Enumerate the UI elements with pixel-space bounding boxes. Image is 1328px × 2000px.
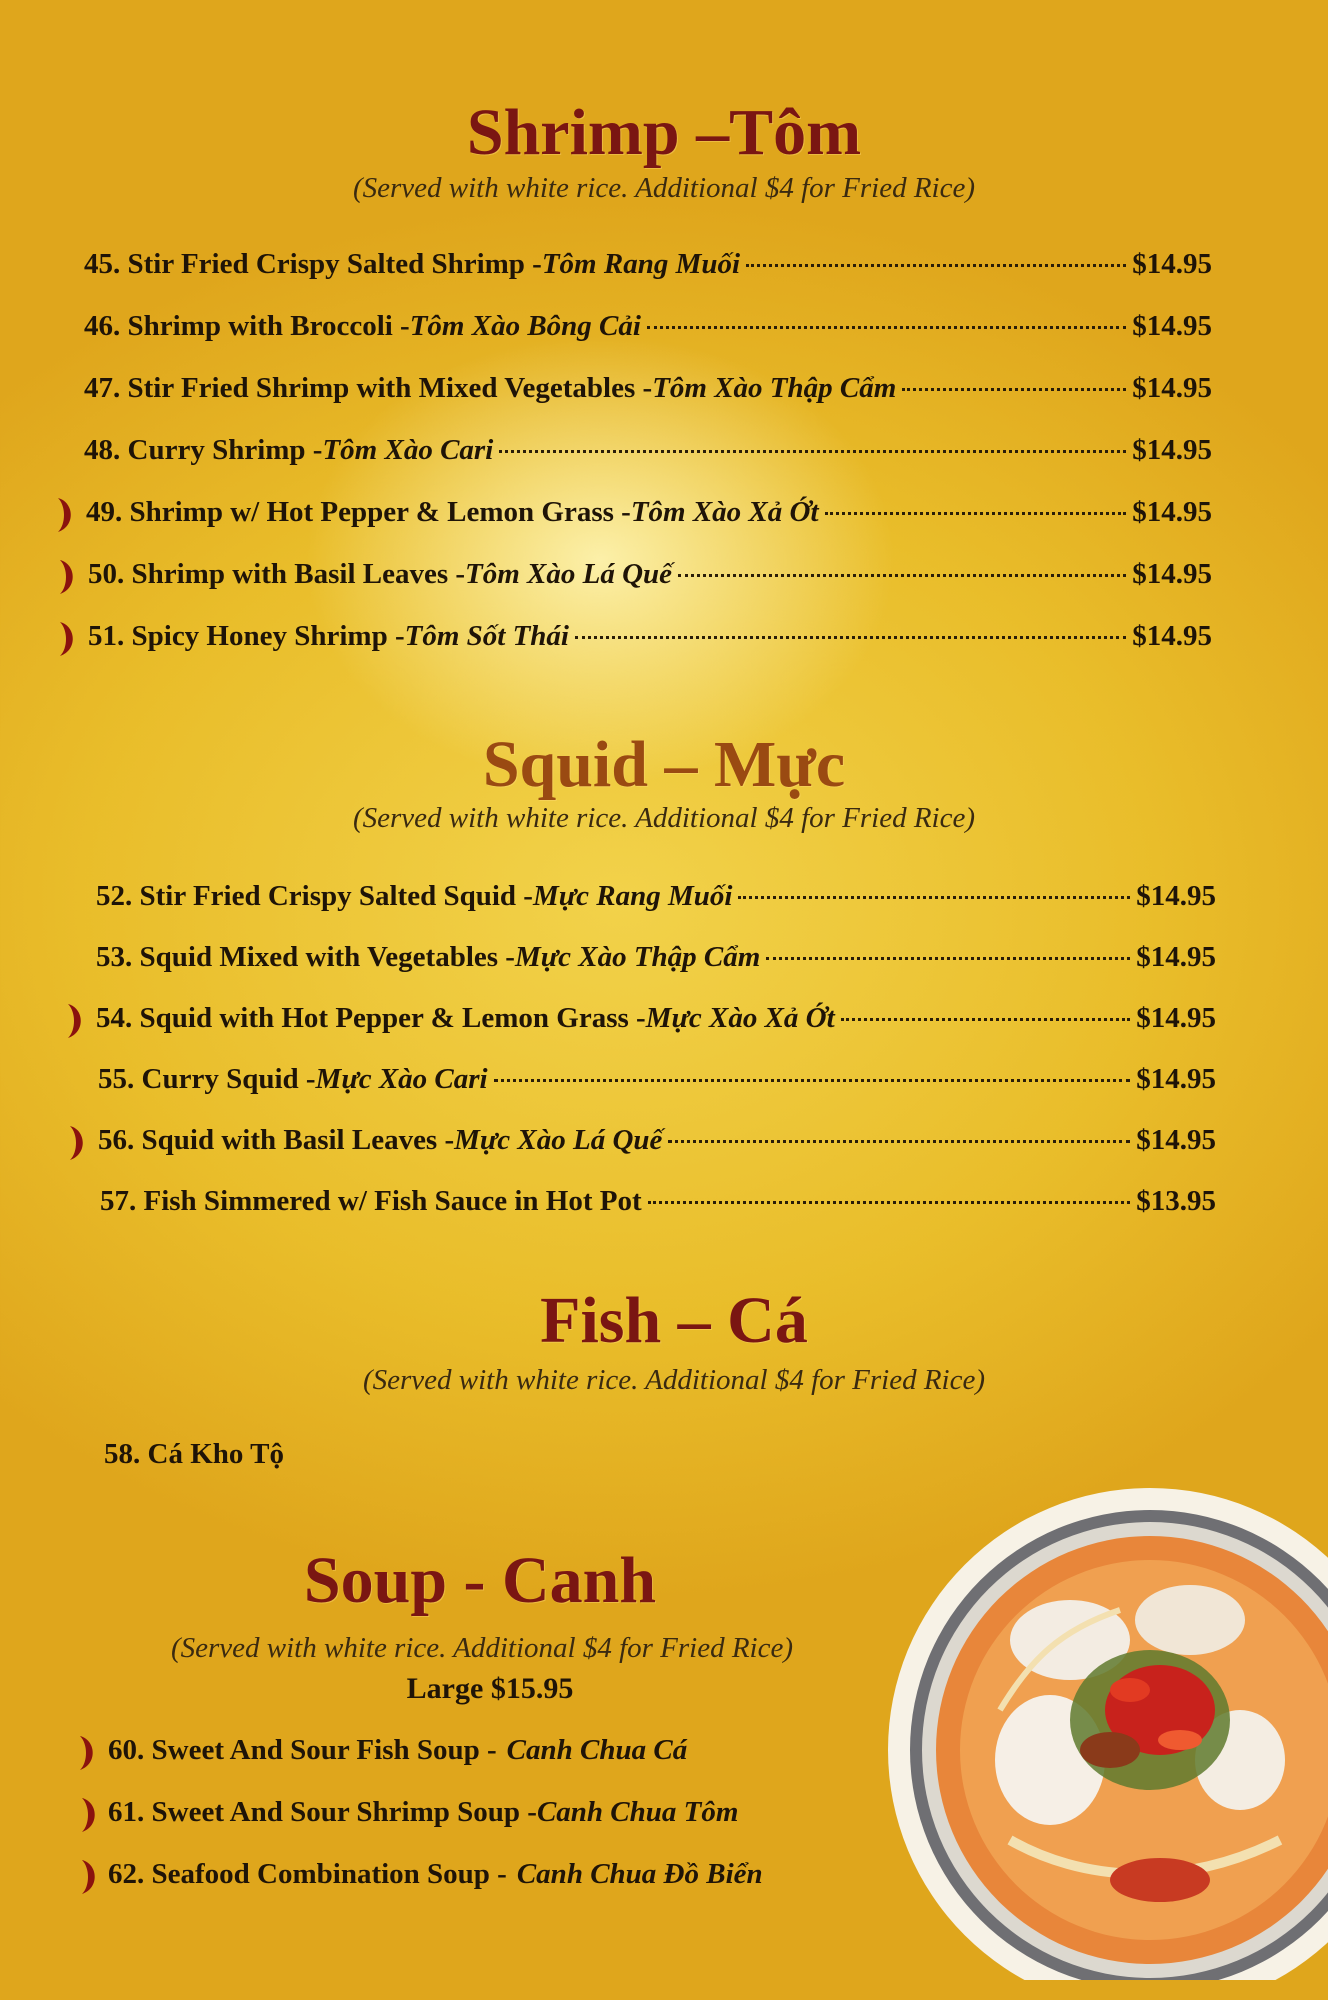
item-vietnamese-name: Tôm Xào Cari xyxy=(322,434,494,466)
item-price: $14.95 xyxy=(1132,496,1212,528)
item-vietnamese-name: Tôm Xào Lá Quế xyxy=(465,558,673,590)
item-price: $14.95 xyxy=(1136,1002,1216,1034)
item-price: $14.95 xyxy=(1132,372,1212,404)
soup-item-61 xyxy=(108,1796,738,1829)
item-name: 49. Shrimp w/ Hot Pepper & Lemon Grass - xyxy=(86,496,631,528)
chili-pepper-icon xyxy=(76,1858,102,1896)
item-name: 55. Curry Squid - xyxy=(98,1063,316,1095)
chili-pepper-icon xyxy=(54,558,80,596)
soup-section-title: Soup - Canh xyxy=(303,1544,657,1617)
dot-leader xyxy=(499,450,1126,453)
dot-leader xyxy=(647,326,1126,329)
menu-item-48 xyxy=(84,434,1212,467)
soup-size-price: Large $15.95 xyxy=(406,1672,574,1705)
fish-section-title: Fish – Cá xyxy=(540,1284,808,1357)
dot-leader xyxy=(902,388,1126,391)
item-price: $14.95 xyxy=(1136,880,1216,912)
item-vietnamese-name: Mực Xào Thập Cẩm xyxy=(514,941,761,973)
menu-item-46 xyxy=(84,310,1212,343)
item-name: 56. Squid with Basil Leaves - xyxy=(98,1124,455,1156)
item-vietnamese-name: Tôm Xào Thập Cẩm xyxy=(652,372,897,404)
dot-leader xyxy=(841,1018,1131,1021)
dot-leader xyxy=(575,636,1126,639)
menu-item-58: 58. Cá Kho Tộ xyxy=(104,1438,284,1470)
menu-item-47 xyxy=(84,372,1212,405)
menu-item-56 xyxy=(98,1124,1216,1157)
soup-item-62 xyxy=(108,1858,763,1891)
chili-pepper-icon xyxy=(54,620,80,658)
item-price: $14.95 xyxy=(1132,248,1212,280)
item-name: 53. Squid Mixed with Vegetables - xyxy=(96,941,515,973)
item-price: $14.95 xyxy=(1132,558,1212,590)
menu-item-45 xyxy=(84,248,1212,281)
item-vietnamese-name: Mực Xào Xả Ớt xyxy=(645,1002,835,1034)
item-name: 50. Shrimp with Basil Leaves - xyxy=(88,558,466,590)
menu-item-57 xyxy=(100,1185,1216,1218)
item-price: $14.95 xyxy=(1136,941,1216,973)
item-vietnamese-name: Tôm Rang Muối xyxy=(541,248,741,280)
item-vietnamese-name: Tôm Xào Bông Cải xyxy=(409,310,641,342)
item-name: 48. Curry Shrimp - xyxy=(84,434,323,466)
item-price: $14.95 xyxy=(1132,310,1212,342)
item-price: $14.95 xyxy=(1132,434,1212,466)
squid-section-title: Squid – Mực xyxy=(482,728,846,801)
dot-leader xyxy=(746,264,1126,267)
dot-leader xyxy=(678,574,1126,577)
menu-item-50 xyxy=(88,558,1212,591)
item-name: 46. Shrimp with Broccoli - xyxy=(84,310,410,342)
item-vietnamese-name: Canh Chua Đồ Biển xyxy=(516,1858,763,1890)
item-name: 61. Sweet And Sour Shrimp Soup - xyxy=(108,1796,537,1828)
chili-pepper-icon xyxy=(74,1734,100,1772)
item-price: $14.95 xyxy=(1136,1063,1216,1095)
menu-item-51 xyxy=(88,620,1212,653)
fish-section-subtitle: (Served with white rice. Additional $4 for Fried Rice) xyxy=(362,1364,986,1396)
item-name: 57. Fish Simmered w/ Fish Sauce in Hot Pot xyxy=(100,1185,642,1217)
item-vietnamese-name: Mực Xào Cari xyxy=(315,1063,488,1095)
dot-leader xyxy=(648,1201,1131,1204)
menu-item-54 xyxy=(96,1002,1216,1035)
dot-leader xyxy=(668,1140,1130,1143)
shrimp-section-title: Shrimp –Tôm xyxy=(466,96,862,169)
menu-item-53 xyxy=(96,941,1216,974)
chili-pepper-icon xyxy=(52,496,78,534)
chili-pepper-icon xyxy=(64,1124,90,1162)
squid-section-subtitle: (Served with white rice. Additional $4 for Fried Rice) xyxy=(352,802,976,834)
item-vietnamese-name: Tôm Sốt Thái xyxy=(404,620,569,652)
item-name: 45. Stir Fried Crispy Salted Shrimp - xyxy=(84,248,542,280)
item-vietnamese-name: Canh Chua Tôm xyxy=(536,1796,739,1828)
soup-section-subtitle: (Served with white rice. Additional $4 for Fried Rice) xyxy=(170,1632,794,1664)
item-name: 47. Stir Fried Shrimp with Mixed Vegetables - xyxy=(84,372,653,404)
menu-item-55 xyxy=(98,1063,1216,1096)
item-price: $14.95 xyxy=(1136,1124,1216,1156)
item-price: $13.95 xyxy=(1136,1185,1216,1217)
menu-item-52 xyxy=(96,880,1216,913)
chili-pepper-icon xyxy=(62,1002,88,1040)
item-price: $14.95 xyxy=(1132,620,1212,652)
dot-leader xyxy=(494,1079,1131,1082)
item-vietnamese-name: Mực Xào Lá Quế xyxy=(454,1124,663,1156)
chili-pepper-icon xyxy=(76,1796,102,1834)
item-vietnamese-name: Mực Rang Muối xyxy=(532,880,733,912)
menu-item-49 xyxy=(86,496,1212,529)
item-name: 62. Seafood Combination Soup - xyxy=(108,1858,507,1890)
item-vietnamese-name: Canh Chua Cá xyxy=(506,1734,688,1766)
item-name: 52. Stir Fried Crispy Salted Squid - xyxy=(96,880,533,912)
soup-item-60 xyxy=(108,1734,687,1767)
dot-leader xyxy=(738,896,1130,899)
shrimp-section-subtitle: (Served with white rice. Additional $4 for Fried Rice) xyxy=(352,172,976,204)
soup-bowl-image xyxy=(860,1460,1328,1980)
item-name: 60. Sweet And Sour Fish Soup - xyxy=(108,1734,497,1766)
dot-leader xyxy=(825,512,1127,515)
item-name: 51. Spicy Honey Shrimp - xyxy=(88,620,405,652)
dot-leader xyxy=(766,957,1130,960)
item-name: 54. Squid with Hot Pepper & Lemon Grass - xyxy=(96,1002,646,1034)
item-vietnamese-name: Tôm Xào Xả Ớt xyxy=(630,496,819,528)
